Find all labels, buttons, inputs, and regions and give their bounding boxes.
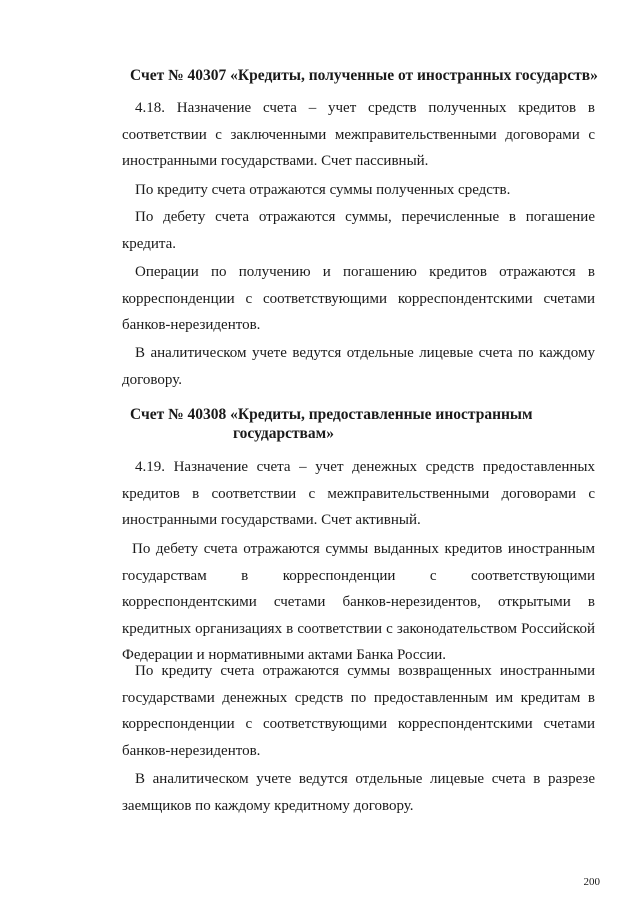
paragraph-debit-40307: По дебету счета отражаются суммы, перечисленные в погашение кредита. [122,209,595,252]
paragraph-credit-40308: По кредиту счета отражаются суммы возвращенных иностранными государствами денежных средств по предоставленным им кредитам в корреспонденции с соответствующими корреспондентскими счетами банков-нерезидентов. [122,663,595,759]
section-heading-40308-line-1: Счет № 40308 «Кредиты, предоставленные иностранным [130,406,533,423]
page-number: 200 [583,876,600,888]
section-heading-40307: Счет № 40307 «Кредиты, полученные от иностранных государств» [130,67,598,84]
paragraph-4-18: 4.18. Назначение счета – учет средств полученных кредитов в соответствии с заключенными межправительственными договорами с иностранными государствами. Счет пассивный. [122,100,595,169]
paragraph-credit-40307: По кредиту счета отражаются суммы полученных средств. [135,182,511,198]
paragraph-4-19: 4.19. Назначение счета – учет денежных средств предоставленных кредитов в соответствии с межправительственными договорами с иностранными государствами. Счет активный. [122,459,595,528]
paragraph-operations-40307: Операции по получению и погашению кредитов отражаются в корреспонденции с соответствующими корреспондентскими счетами банков-нерезидентов. [122,264,595,333]
paragraph-analytics-40308: В аналитическом учете ведутся отдельные лицевые счета в разрезе заемщиков по каждому кредитному договору. [122,771,595,814]
paragraph-debit-40308: По дебету счета отражаются суммы выданных кредитов иностранным государствам в корреспонденции с соответствующими корреспондентскими счетами банков-нерезидентов, открытыми в кредитных организациях в соответствии с законодательством Российской Федерации и нормативными актами Банка России. [122,541,595,663]
section-heading-40308-line-2: государствам» [233,425,334,442]
paragraph-analytics-40307: В аналитическом учете ведутся отдельные лицевые счета по каждому договору. [122,345,595,388]
